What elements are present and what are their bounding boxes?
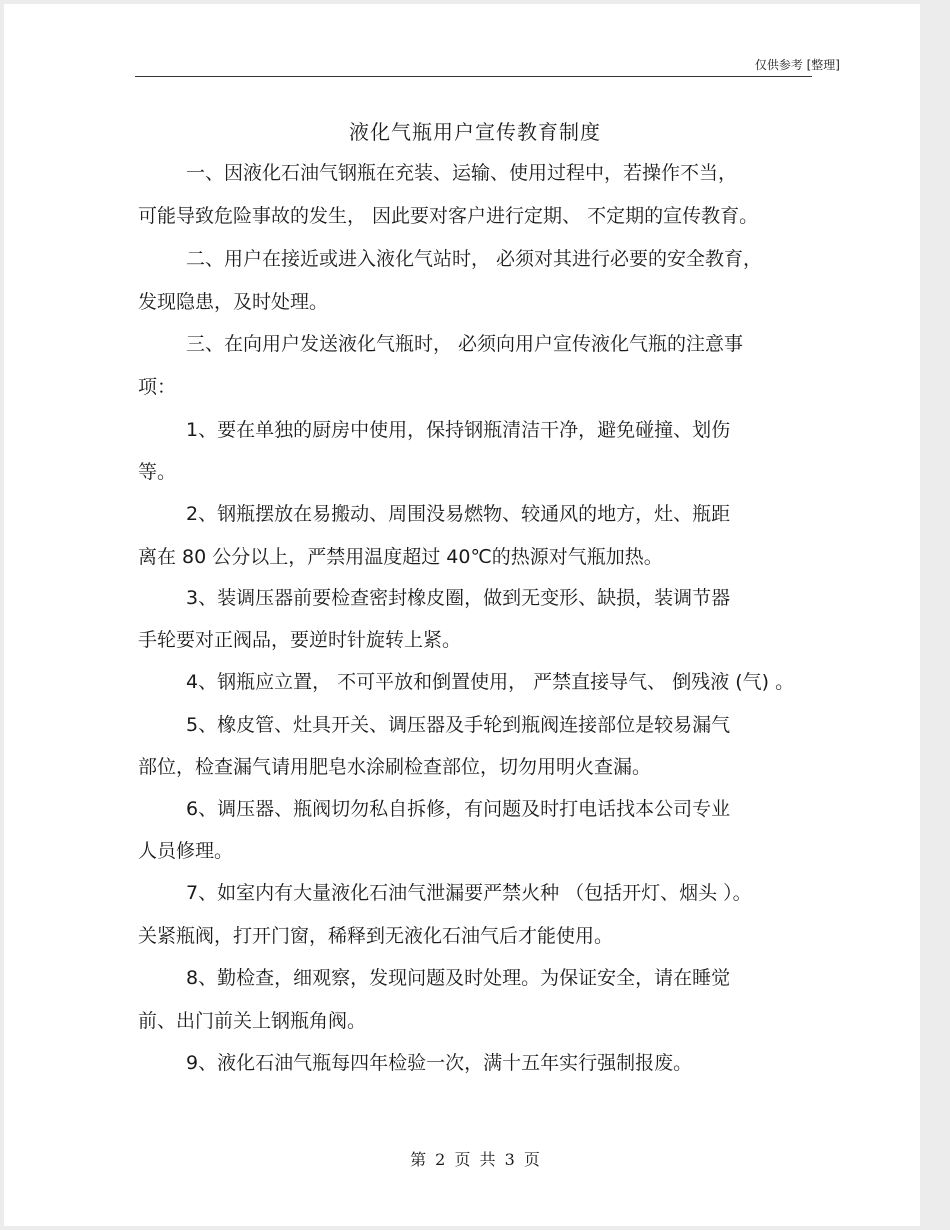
- body-line: 可能导致危险事故的发生， 因此要对客户进行定期、 不定期的宣传教育。: [138, 205, 759, 227]
- body-line: 三、在向用户发送液化气瓶时， 必须向用户宣传液化气瓶的注意事: [186, 333, 744, 355]
- body-line: 1、要在单独的厨房中使用，保持钢瓶清洁干净，避免碰撞、划伤: [186, 419, 731, 441]
- body-line: 等。: [138, 461, 177, 483]
- body-line: 4、钢瓶应立置， 不可平放和倒置使用， 严禁直接导气、 倒残液 (气) 。: [186, 671, 795, 693]
- body-line: 3、装调压器前要检查密封橡皮圈，做到无变形、缺损，装调节器: [186, 587, 731, 609]
- body-line: 部位，检查漏气请用肥皂水涂刷检查部位，切勿用明火查漏。: [138, 756, 652, 778]
- page-number: 第 2 页 共 3 页: [410, 1150, 540, 1169]
- body-line: 手轮要对正阀品，要逆时针旋转上紧。: [138, 629, 462, 651]
- body-line: 5、橡皮管、灶具开关、调压器及手轮到瓶阀连接部位是较易漏气: [186, 714, 731, 736]
- body-line: 发现隐患，及时处理。: [138, 291, 329, 313]
- body-line: 项：: [138, 376, 177, 398]
- header-divider: [135, 76, 812, 77]
- body-line: 人员修理。: [138, 840, 234, 862]
- document-title: 液化气瓶用户宣传教育制度: [349, 120, 601, 144]
- body-line: 6、调压器、瓶阀切勿私自拆修，有问题及时打电话找本公司专业: [186, 798, 731, 820]
- header-note: 仅供参考 [整理]: [754, 58, 840, 72]
- body-line: 前、出门前关上钢瓶角阀。: [138, 1010, 367, 1032]
- body-line: 7、如室内有大量液化石油气泄漏要严禁火种 （包括开灯、烟头 ）。: [186, 882, 752, 904]
- body-line: 一、因液化石油气钢瓶在充装、运输、使用过程中，若操作不当，: [186, 162, 738, 184]
- document-page: [4, 4, 920, 1226]
- body-line: 二、用户在接近或进入液化气站时， 必须对其进行必要的安全教育，: [186, 248, 763, 270]
- body-line: 2、钢瓶摆放在易搬动、周围没易燃物、较通风的地方，灶、瓶距: [186, 503, 731, 525]
- body-line: 离在 80 公分以上，严禁用温度超过 40℃的热源对气瓶加热。: [138, 546, 663, 568]
- body-line: 9、液化石油气瓶每四年检验一次，满十五年实行强制报废。: [186, 1052, 693, 1074]
- body-line: 8、勤检查，细观察，发现问题及时处理。为保证安全，请在睡觉: [186, 967, 731, 989]
- body-line: 关紧瓶阀，打开门窗，稀释到无液化石油气后才能使用。: [138, 925, 614, 947]
